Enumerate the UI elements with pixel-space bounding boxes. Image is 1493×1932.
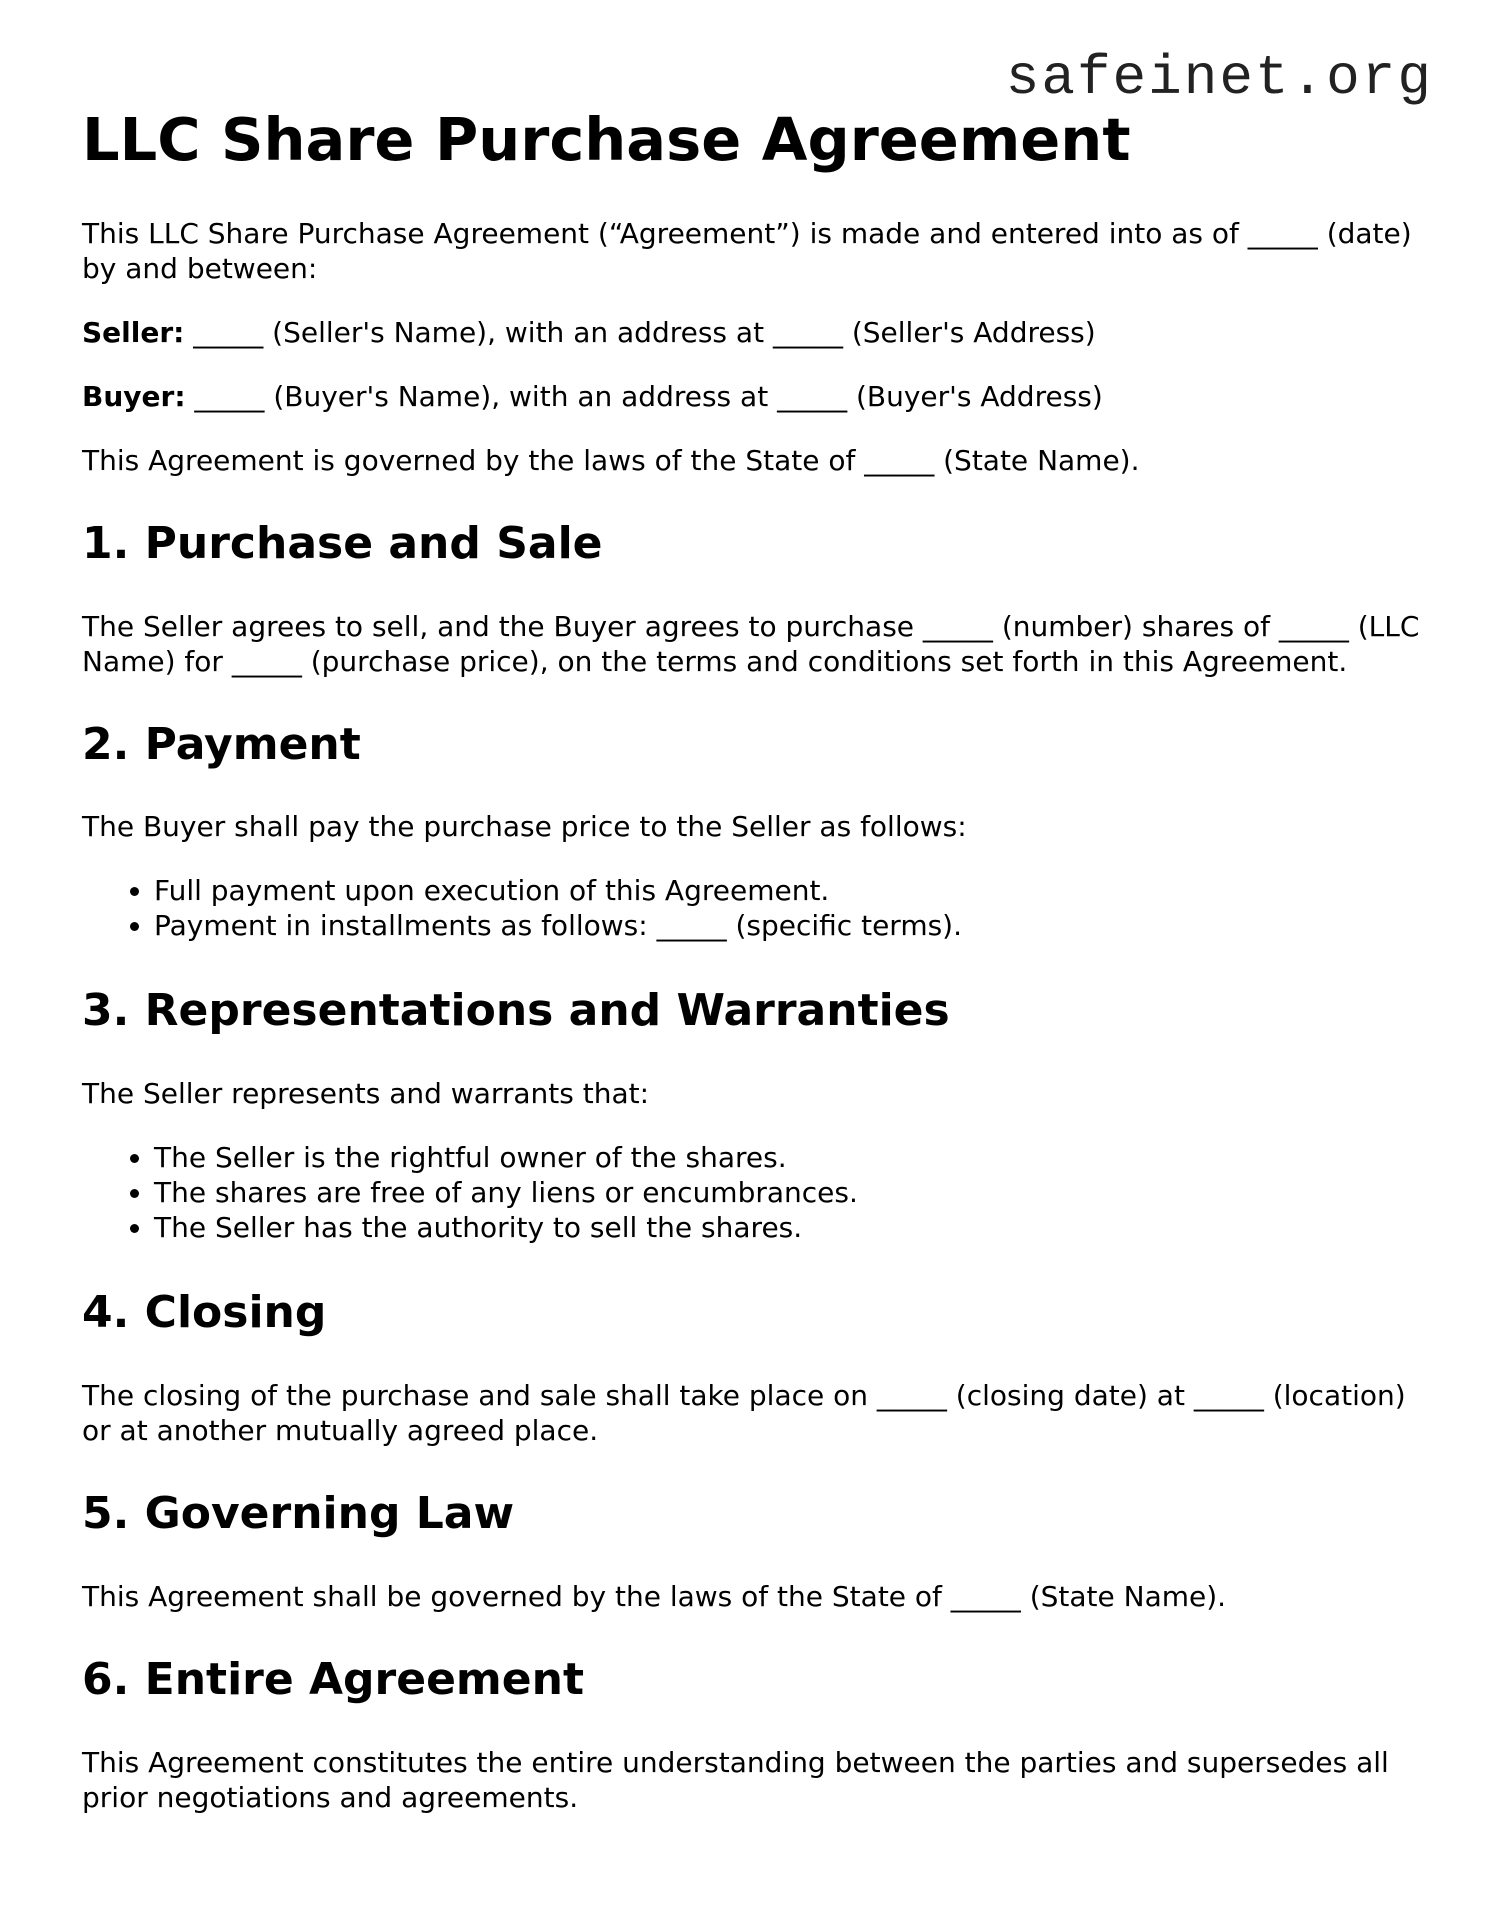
- section-body-entire-agreement: This Agreement constitutes the entire understanding between the parties and supersedes all prior negotiations and agreements.: [82, 1745, 1389, 1814]
- section-body-closing: The closing of the purchase and sale shall take place on _____ (closing date) at _____ (location) or at another mutually agreed place.: [82, 1378, 1406, 1447]
- section-heading-governing-law: 5. Governing Law: [82, 1487, 515, 1539]
- watermark-text: safeinet.org: [1005, 46, 1433, 110]
- buyer-line: [82, 379, 1422, 414]
- document-page: [82, 105, 1422, 1855]
- list-item: • Payment in installments as follows: _____ (specific terms).: [154, 908, 1422, 943]
- list-item: • The Seller has the authority to sell the shares.: [154, 1210, 1422, 1245]
- section-heading-payment: 2. Payment: [82, 718, 361, 770]
- section-body-payment: The Buyer shall pay the purchase price to the Seller as follows:: [82, 810, 967, 844]
- section-heading-closing: 4. Closing: [82, 1287, 327, 1339]
- section-body-purchase-and-sale: The Seller agrees to sell, and the Buyer agrees to purchase _____ (number) shares of _____ (LLC Name) for _____ (purchase price), on the terms and conditions set forth in this Agreement.: [82, 609, 1420, 678]
- governing-intro-paragraph: This Agreement is governed by the laws of the State of _____ (State Name).: [82, 443, 1140, 477]
- seller-label: Seller:: [82, 315, 185, 349]
- intro-paragraph: This LLC Share Purchase Agreement (“Agreement”) is made and entered into as of _____ (date) by and between:: [82, 216, 1412, 285]
- section-heading-representations: 3. Representations and Warranties: [82, 985, 950, 1037]
- seller-line: [82, 315, 1422, 350]
- document-title: LLC Share Purchase Agreement: [82, 105, 1131, 174]
- section-heading-purchase-and-sale: 1. Purchase and Sale: [82, 517, 603, 569]
- list-item: • Full payment upon execution of this Agreement.: [154, 873, 1422, 908]
- buyer-label: Buyer:: [82, 379, 186, 413]
- list-item: • The Seller is the rightful owner of the shares.: [154, 1140, 1422, 1175]
- list-item: • The shares are free of any liens or encumbrances.: [154, 1175, 1422, 1210]
- seller-text: _____ (Seller's Name), with an address at _____ (Seller's Address): [184, 315, 1096, 349]
- section-heading-entire-agreement: 6. Entire Agreement: [82, 1653, 584, 1705]
- section-body-governing-law: This Agreement shall be governed by the laws of the State of _____ (State Name).: [82, 1579, 1227, 1613]
- buyer-text: _____ (Buyer's Name), with an address at _____ (Buyer's Address): [185, 379, 1103, 413]
- representations-list: [82, 1140, 1422, 1245]
- payment-list: [82, 873, 1422, 943]
- section-body-representations: The Seller represents and warrants that:: [82, 1077, 650, 1111]
